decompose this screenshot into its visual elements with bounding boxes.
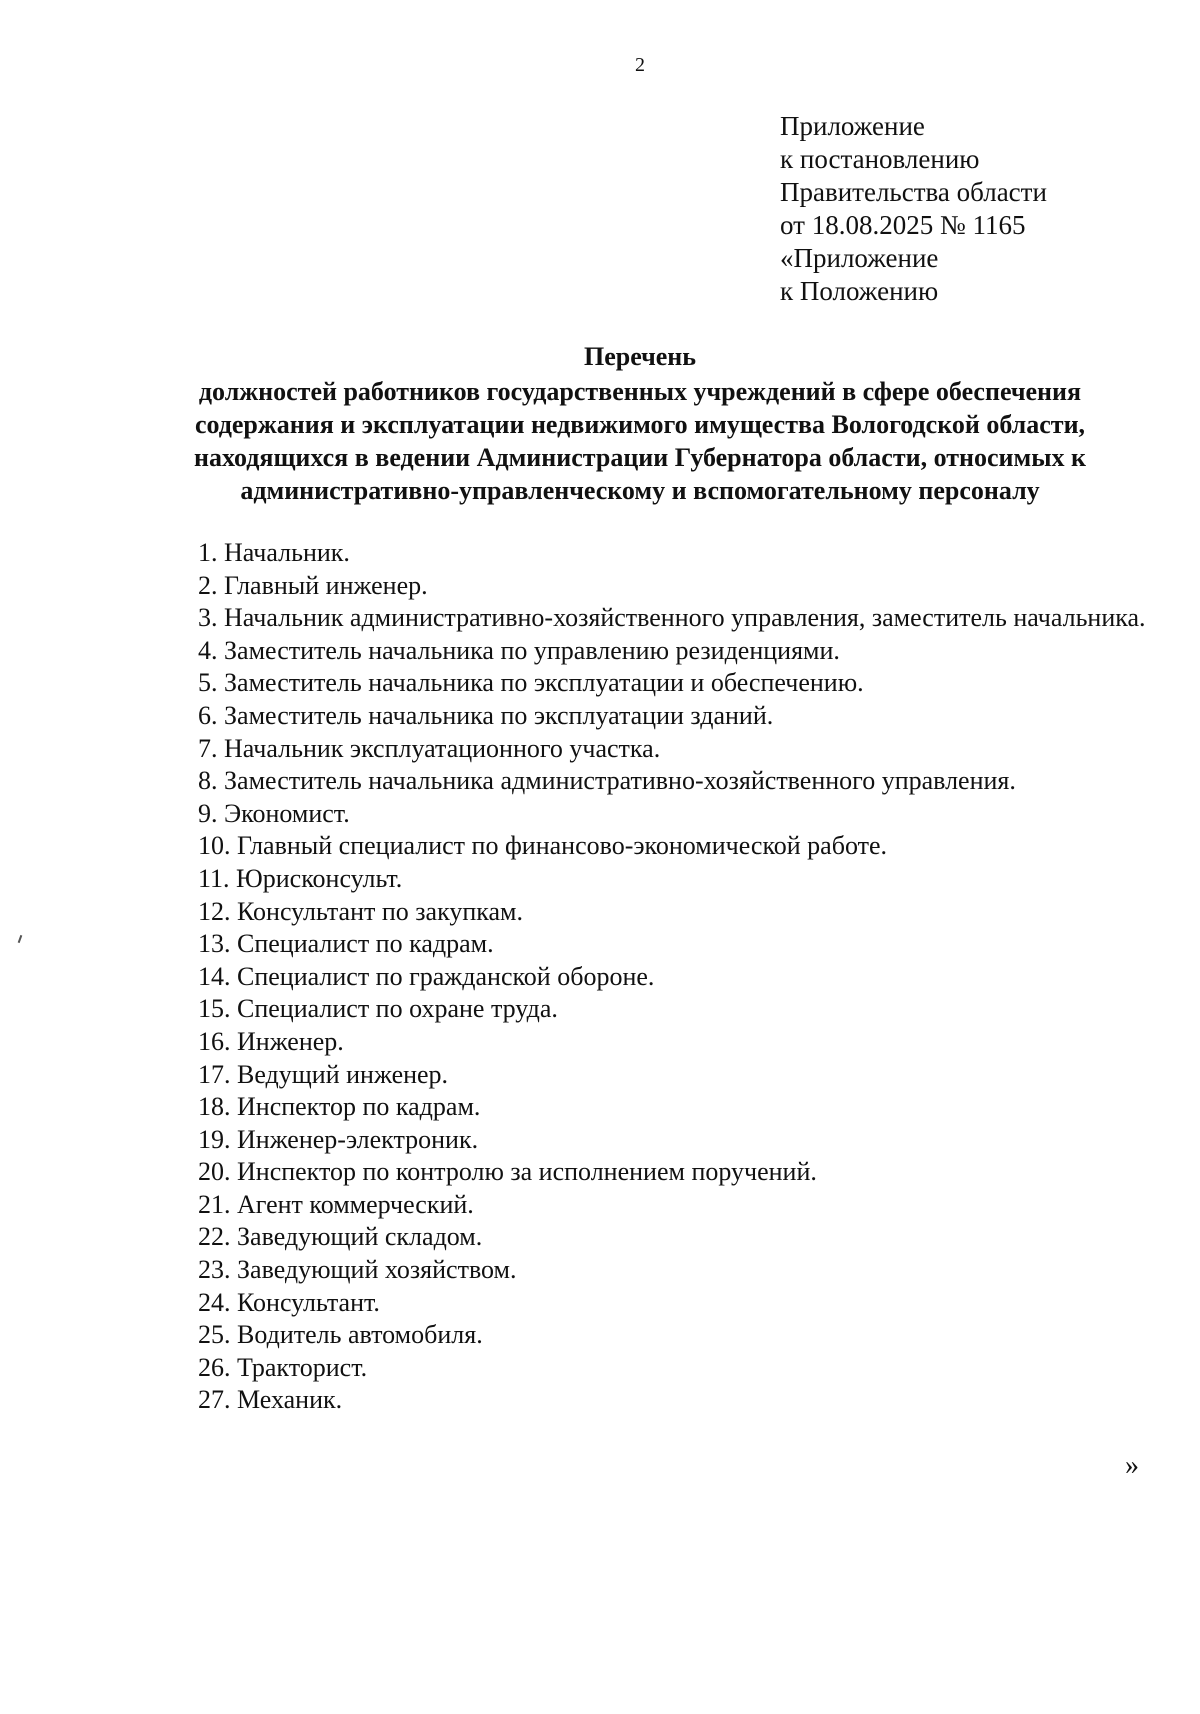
positions-list [108,537,1148,1417]
title-line: административно-управленческому и вспомогательному персоналу [240,476,1040,505]
list-item: 14. Специалист по гражданской обороне. [198,961,655,991]
list-item: 13. Специалист по кадрам. [198,929,494,959]
list-item: 20. Инспектор по контролю за исполнением поручений. [198,1157,817,1187]
list-item: 6. Заместитель начальника по эксплуатации зданий. [198,700,774,730]
appendix-line: к постановлению [780,144,980,174]
list-item: 3. Начальник административно-хозяйственного управления, заместитель начальника. [198,603,1146,633]
list-item: 16. Инженер. [198,1026,344,1056]
list-item: 24. Консультант. [198,1287,380,1317]
appendix-line: Правительства области [780,177,1047,207]
list-item: 11. Юрисконсульт. [198,863,403,893]
list-item: 5. Заместитель начальника по эксплуатации и обеспечению. [198,668,864,698]
list-item: 23. Заведующий хозяйством. [198,1255,517,1285]
closing-quote: » [1125,1450,1139,1481]
title-line: содержания и эксплуатации недвижимого имущества Вологодской области, [194,410,1086,439]
document-title [140,340,1140,507]
list-item: 15. Специалист по охране труда. [198,994,558,1024]
list-item: 27. Механик. [198,1385,343,1415]
list-item: 7. Начальник эксплуатационного участка. [198,733,661,763]
title-line: должностей работников государственных учреждений в сфере обеспечения [198,377,1082,406]
list-item: 1. Начальник. [198,538,350,567]
list-item: 4. Заместитель начальника по управлению резиденциями. [198,635,840,665]
list-item: 19. Инженер-электроник. [198,1124,479,1154]
list-item: 21. Агент коммерческий. [198,1189,474,1219]
appendix-line: «Приложение [780,243,939,273]
list-item: 8. Заместитель начальника административно-хозяйственного управления. [198,766,1016,796]
scan-speck [18,935,23,943]
appendix-line: Приложение [780,111,925,141]
title-line: находящихся в ведении Администрации Губернатора области, относимых к [194,443,1086,472]
list-item: 18. Инспектор по кадрам. [198,1092,481,1122]
appendix-line: от 18.08.2025 № 1165 [780,210,1026,240]
title-main: Перечень [583,342,697,371]
list-item: 10. Главный специалист по финансово-экономической работе. [198,831,887,861]
list-item: 2. Главный инженер. [198,570,428,600]
appendix-header [780,110,1180,308]
list-item: 17. Ведущий инженер. [198,1059,449,1089]
list-item: 12. Консультант по закупкам. [198,896,523,926]
list-item: 26. Тракторист. [198,1352,368,1382]
list-item: 22. Заведующий складом. [198,1222,483,1252]
appendix-line: к Положению [780,276,939,306]
list-item: 9. Экономист. [198,798,350,828]
list-item: 25. Водитель автомобиля. [198,1320,483,1350]
page-number: 2 [635,54,645,76]
